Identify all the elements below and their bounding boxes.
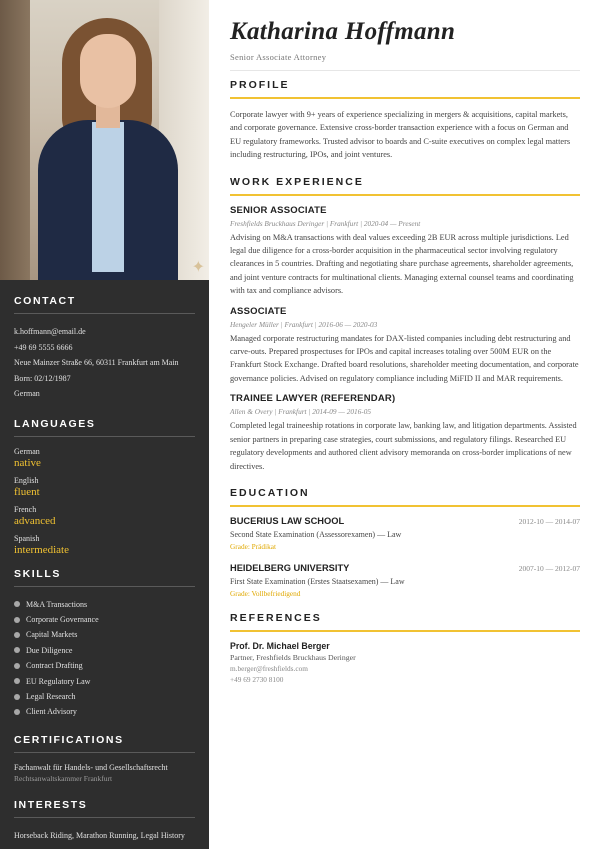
education-entry: [230, 516, 580, 551]
skill-label: EU Regulatory Law: [26, 676, 91, 686]
bullet-dot-icon: [14, 694, 20, 700]
bullet-dot-icon: [14, 678, 20, 684]
profile-photo: [0, 0, 209, 280]
education-title: EDUCATION: [230, 486, 310, 499]
references-title: REFERENCES: [230, 611, 322, 624]
language-name: Spanish: [14, 533, 40, 543]
job-entry: [230, 393, 580, 473]
job-entry: [230, 306, 580, 386]
reference-position: Partner, Freshfields Bruckhaus Deringer: [230, 652, 356, 662]
education-school: HEIDELBERG UNIVERSITY: [230, 562, 350, 573]
bullet-dot-icon: [14, 663, 20, 669]
job-meta: Freshfields Bruckhaus Deringer | Frankfurt | 2020-04 — Present: [230, 218, 421, 228]
education-section: [230, 487, 580, 598]
language-level: fluent: [14, 485, 40, 498]
interests-title: INTERESTS: [14, 799, 195, 818]
header-divider: [230, 70, 580, 71]
education-date: 2012-10 — 2014-07: [518, 516, 580, 526]
bullet-dot-icon: [14, 632, 20, 638]
skill-label: Contract Drafting: [26, 661, 83, 671]
job-description: Completed legal traineeship rotations in corporate law, banking law, and litigation departments. Assisted senior partners in preparing case strategies, court submissions, and regulatory filings. Researched EU regulatory developments and authored client advisory memoranda on cross-border implications of new directives.: [230, 421, 577, 471]
skill-item: [14, 597, 195, 612]
section-underline: [230, 505, 580, 507]
skill-label: M&A Transactions: [26, 599, 88, 609]
references-section: [230, 612, 580, 684]
reference-email[interactable]: m.berger@freshfields.com: [230, 663, 308, 673]
job-description: Advising on M&A transactions with deal values exceeding 2B EUR across multiple jurisdictions. Led legal due diligence for a cross-border acquisition in the pharmaceutical sector involving regulatory clearances in 5 countries. Drafting and negotiating share purchase agreements, shareholder agreements, and joint venture contracts for multinational clients. Managing external counsel teams and coordinating with tax and compliance advisors.: [230, 232, 574, 296]
interests-section: [0, 799, 209, 844]
skill-label: Corporate Governance: [26, 615, 99, 625]
skill-item: [14, 704, 195, 719]
contact-phone[interactable]: +49 69 5555 6666: [14, 342, 73, 352]
languages-section: [0, 418, 209, 556]
language-name: French: [14, 504, 37, 514]
language-item: [14, 534, 195, 556]
languages-title: LANGUAGES: [14, 418, 195, 437]
section-underline: [230, 194, 580, 196]
job-title: ASSOCIATE: [230, 305, 287, 317]
sparkle-icon: ✦: [191, 257, 205, 276]
bullet-dot-icon: [14, 617, 20, 623]
skills-section: [0, 568, 209, 720]
profile-title: PROFILE: [230, 79, 290, 91]
education-degree: Second State Examination (Assessorexamen) — Law: [230, 529, 402, 539]
job-title: TRAINEE LAWYER (REFERENDAR): [230, 393, 396, 405]
job-meta: Hengeler Müller | Frankfurt | 2016-06 — 2020-03: [230, 319, 378, 329]
certification-name: Fachanwalt für Handels- und Gesellschaftsrecht: [14, 762, 168, 772]
section-underline: [230, 630, 580, 632]
contact-address: Neue Mainzer Straße 66, 60311 Frankfurt am Main: [14, 358, 179, 367]
education-grade: Grade: Vollbefriedigend: [230, 588, 301, 598]
contact-section: [0, 295, 209, 402]
skill-item: [14, 689, 195, 704]
job-description: Managed corporate restructuring mandates for DAX-listed companies including debt restructuring and carve-outs. Prepared prospectuses for IPOs and capital increases totaling over 500M EUR on the Frankfurt Stock Exchange. Drafted board resolutions, shareholder meeting documentation, and corporate governance policies. Advised on regulatory compliance including MiFID II and MAR requirements.: [230, 333, 579, 383]
language-item: [14, 447, 195, 469]
contact-title: CONTACT: [14, 295, 195, 314]
language-name: English: [14, 475, 39, 485]
experience-title: WORK EXPERIENCE: [230, 175, 364, 188]
bullet-dot-icon: [14, 647, 20, 653]
contact-born: Born: 02/12/1987: [14, 373, 71, 383]
language-level: native: [14, 456, 41, 469]
skill-item: [14, 643, 195, 658]
reference-phone[interactable]: +49 69 2730 8100: [230, 674, 284, 684]
sidebar: [0, 0, 209, 849]
skill-label: Due Diligence: [26, 645, 73, 655]
language-item: [14, 476, 195, 498]
skill-item: [14, 612, 195, 627]
language-name: German: [14, 446, 40, 456]
interests-text: Horseback Riding, Marathon Running, Legal History: [14, 830, 185, 840]
main-content: [230, 0, 580, 684]
education-grade: Grade: Prädikat: [230, 541, 276, 551]
experience-section: [230, 176, 580, 473]
skill-label: Legal Research: [26, 692, 76, 702]
candidate-name: Katharina Hoffmann: [230, 18, 456, 45]
bullet-dot-icon: [14, 709, 20, 715]
skill-item: [14, 658, 195, 673]
job-title: SENIOR ASSOCIATE: [230, 204, 327, 216]
job-entry: [230, 205, 580, 298]
education-entry: [230, 563, 580, 598]
language-item: [14, 505, 195, 527]
skills-title: SKILLS: [14, 568, 195, 587]
bullet-dot-icon: [14, 601, 20, 607]
education-school: BUCERIUS LAW SCHOOL: [230, 515, 345, 526]
contact-email[interactable]: k.hoffmann@email.de: [14, 327, 86, 336]
profile-section: [230, 79, 580, 162]
job-meta: Allen & Overy | Frankfurt | 2014-09 — 2016-05: [230, 407, 372, 417]
skill-label: Capital Markets: [26, 630, 78, 640]
skill-item: [14, 627, 195, 642]
section-underline: [230, 97, 580, 99]
candidate-role: Senior Associate Attorney: [230, 52, 327, 62]
certification-org: Rechtsanwaltskammer Frankfurt: [14, 773, 113, 783]
education-date: 2007-10 — 2012-07: [518, 563, 580, 573]
certifications-section: [0, 734, 209, 783]
skill-label: Client Advisory: [26, 707, 77, 717]
profile-text: Corporate lawyer with 9+ years of experience specializing in mergers & acquisitions, capital markets, and corporate governance. Extensive cross-border transaction experience with a focus on German and EU regulatory frameworks. Trusted advisor to boards and C-suite executives on complex legal matters including restructuring, IPOs, and joint ventures.: [230, 110, 571, 160]
language-level: intermediate: [14, 543, 69, 556]
education-degree: First State Examination (Erstes Staatsexamen) — Law: [230, 576, 405, 586]
language-level: advanced: [14, 514, 56, 527]
skill-item: [14, 673, 195, 688]
certifications-title: CERTIFICATIONS: [14, 734, 195, 753]
contact-nationality: German: [14, 389, 40, 398]
reference-name: Prof. Dr. Michael Berger: [230, 640, 330, 651]
